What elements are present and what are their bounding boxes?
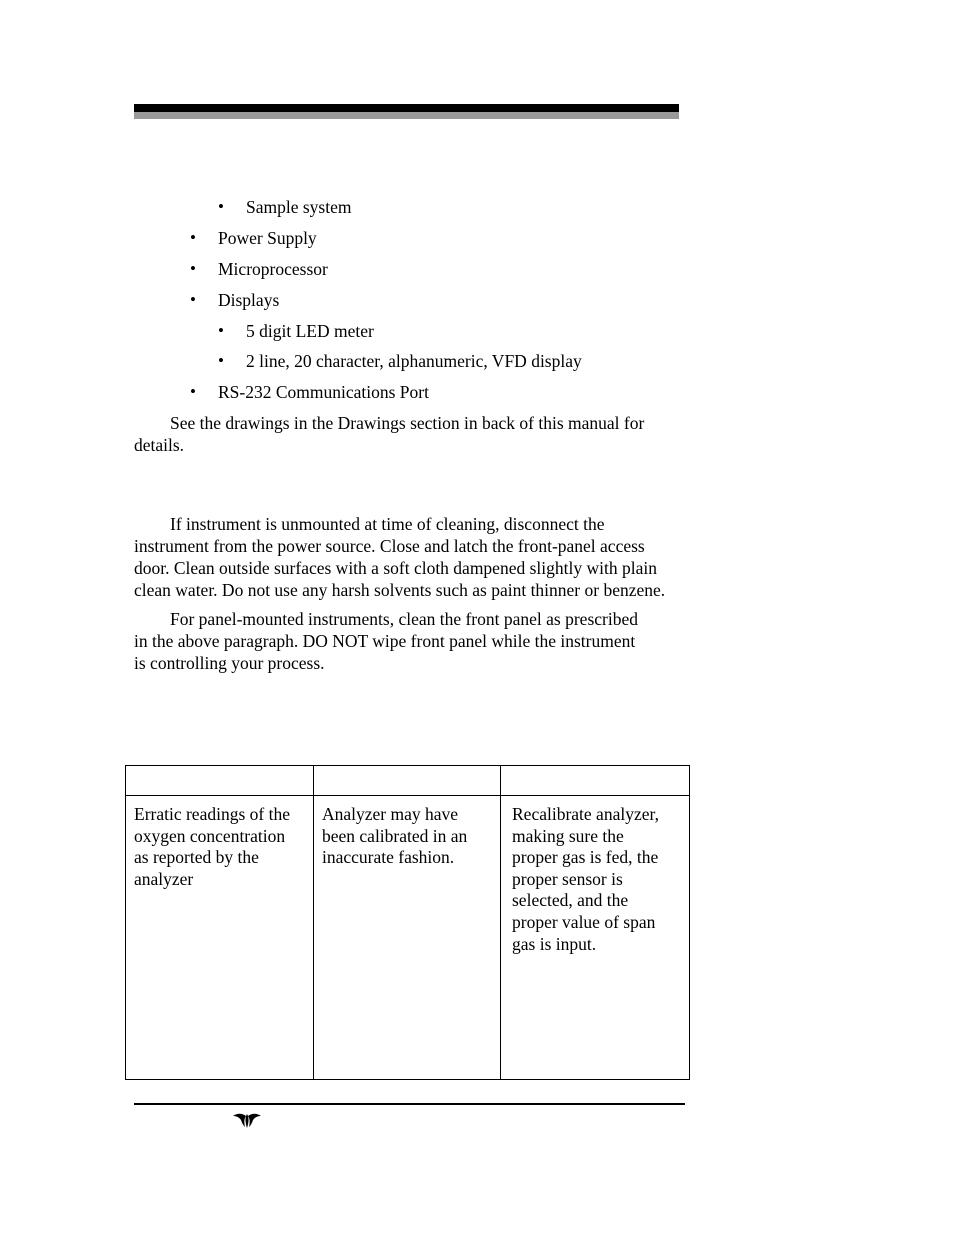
bullet-item — [218, 196, 352, 218]
paragraph-line: If instrument is unmounted at time of cleaning, disconnect the — [170, 514, 605, 534]
bullet-text: 2 line, 20 character, alphanumeric, VFD display — [246, 351, 582, 371]
table-cell-cause — [314, 796, 501, 1080]
table-header-cell — [501, 766, 690, 796]
bullet-glyph: • — [190, 259, 196, 278]
paragraph-line: clean water. Do not use any harsh solvents such as paint thinner or benzene. — [134, 580, 666, 600]
teledyne-logo-icon — [232, 1111, 262, 1129]
bullet-glyph: • — [190, 290, 196, 309]
bullet-glyph: • — [190, 382, 196, 401]
paragraph-line: details. — [134, 435, 185, 455]
cell-line: gas is input. — [512, 933, 597, 954]
header-rule-black — [134, 104, 679, 112]
paragraph-line: For panel-mounted instruments, clean the front panel as prescribed — [170, 609, 638, 629]
bullet-glyph: • — [218, 321, 224, 340]
troubleshooting-table — [125, 765, 690, 1080]
panel-paragraph — [134, 608, 682, 674]
bullet-text: Power Supply — [218, 228, 317, 248]
paragraph-line: in the above paragraph. DO NOT wipe front panel while the instrument — [134, 631, 636, 651]
paragraph-line: instrument from the power source. Close and latch the front-panel access — [134, 536, 645, 556]
header-rule-grey — [134, 112, 679, 119]
paragraph-line: is controlling your process. — [134, 653, 325, 673]
cell-line: Erratic readings of the — [134, 804, 290, 824]
table-header-row — [126, 766, 690, 796]
cell-line: selected, and the — [512, 890, 629, 911]
table-header-cell — [126, 766, 314, 796]
bullet-item — [190, 227, 317, 249]
cell-line: been calibrated in an — [322, 825, 468, 846]
cell-line: Analyzer may have — [322, 804, 459, 824]
bullet-item — [190, 381, 429, 403]
bullet-text: Displays — [218, 290, 280, 310]
table-row — [126, 796, 690, 1080]
cleaning-paragraph — [134, 513, 682, 601]
cell-line: Recalibrate analyzer, — [512, 804, 659, 824]
bullet-text: Microprocessor — [218, 259, 328, 279]
cell-line: oxygen concentration — [134, 825, 286, 846]
cell-line: making sure the — [512, 825, 624, 846]
bullet-text: 5 digit LED meter — [246, 321, 374, 341]
table-header-cell — [314, 766, 501, 796]
cell-line: proper sensor is — [512, 868, 623, 889]
bullet-glyph: • — [218, 351, 224, 370]
bullet-glyph: • — [190, 228, 196, 247]
cell-line: proper value of span — [512, 911, 656, 932]
drawings-paragraph — [134, 412, 682, 456]
bullet-text: Sample system — [246, 197, 352, 217]
paragraph-line: door. Clean outside surfaces with a soft cloth dampened slightly with plain — [134, 558, 657, 578]
cell-line: proper gas is fed, the — [512, 847, 659, 868]
footer-rule — [134, 1103, 685, 1105]
cell-line: analyzer — [134, 868, 194, 889]
cell-line: as reported by the — [134, 847, 259, 868]
table-cell-symptom — [126, 796, 314, 1080]
bullet-item — [218, 350, 582, 372]
paragraph-line: See the drawings in the Drawings section in back of this manual for — [170, 413, 645, 433]
table-cell-remedy — [501, 796, 690, 1080]
bullet-item — [190, 258, 328, 280]
bullet-text: RS-232 Communications Port — [218, 382, 429, 402]
bullet-glyph: • — [218, 197, 224, 216]
bullet-item — [218, 320, 374, 342]
bullet-item — [190, 289, 280, 311]
cell-line: inaccurate fashion. — [322, 847, 455, 868]
